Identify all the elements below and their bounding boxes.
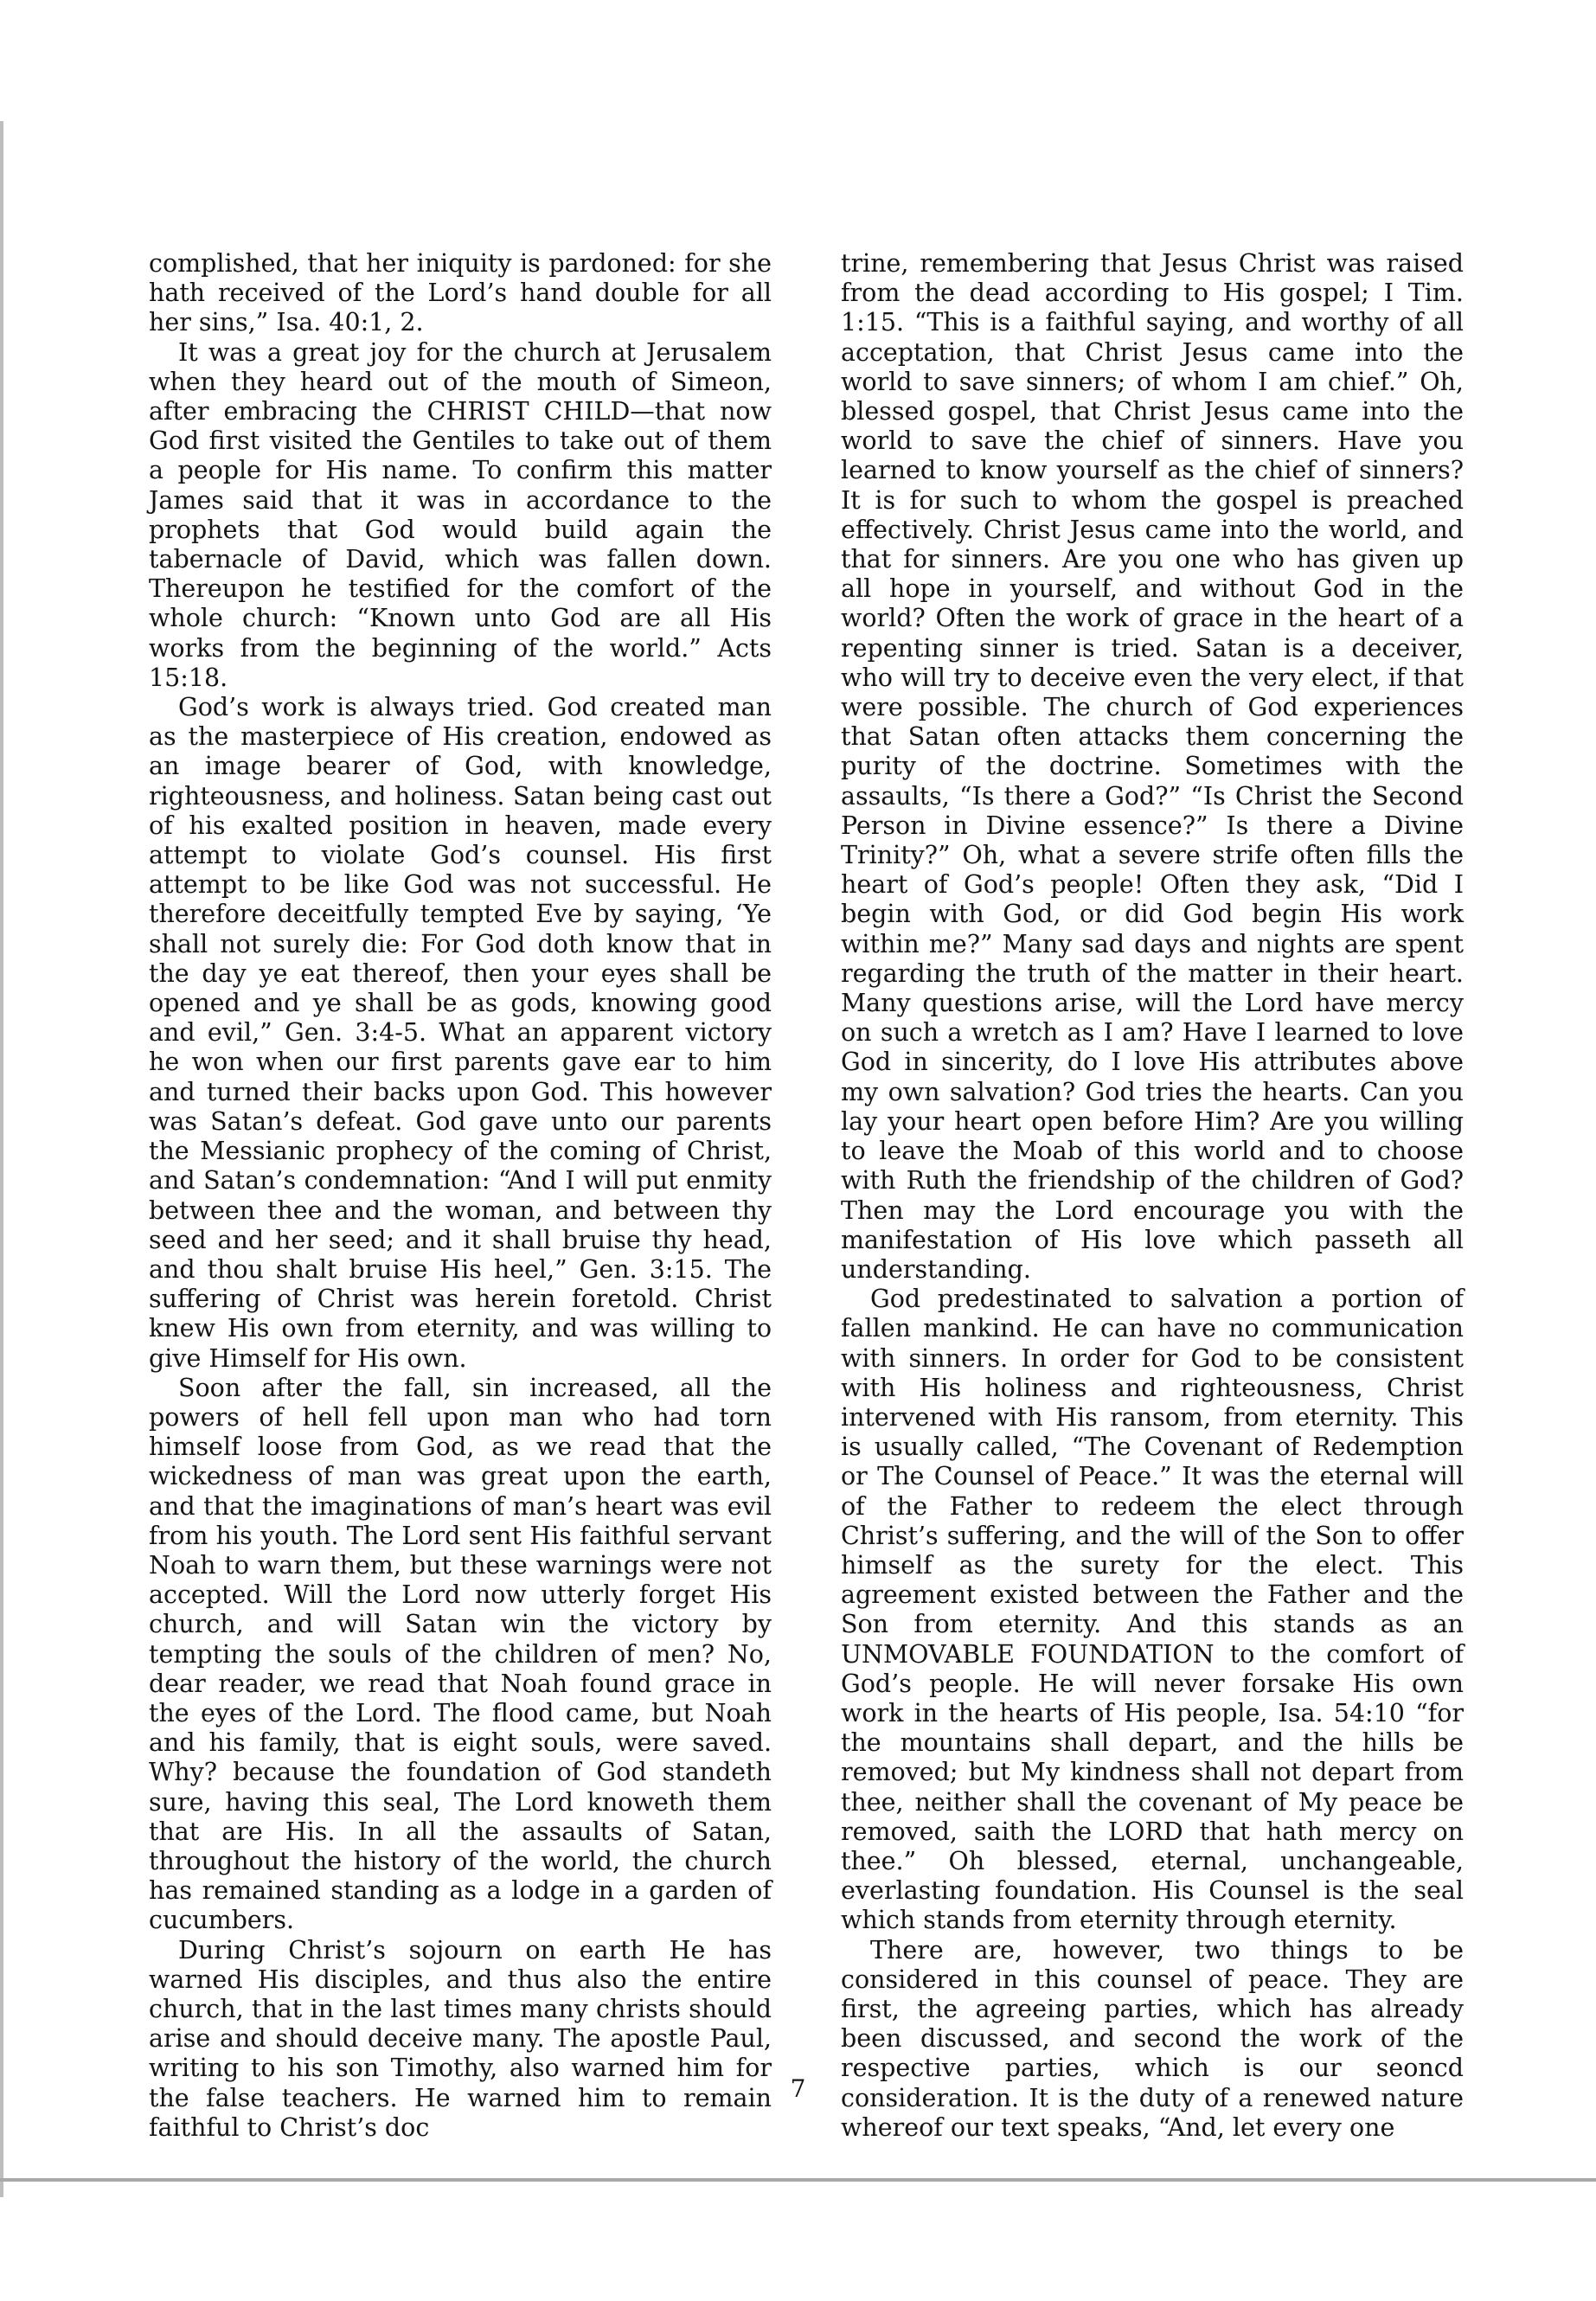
paragraph: There are, however, two things to be considered in this counsel of peace. They are first, the agreeing parties, which has already been discussed, and second the work of the respective parties, which is our seoncd consideration. It is the duty of a renewed nature whereof our text speaks, “And, let every one xyxy=(841,1935,1464,2142)
scan-edge-left xyxy=(0,121,3,2197)
right-column xyxy=(841,249,1464,2143)
paragraph: God’s work is always tried. God created man as the masterpiece of His creation, endowed as an image bearer of God, with knowledge, righteousness, and holiness. Satan being cast out of his exalted position in heaven, made every attempt to violate God’s counsel. His first attempt to be like God was not successful. He therefore deceitfully tempted Eve by saying, ‘Ye shall not surely die: For God doth know that in the day ye eat thereof, then your eyes shall be opened and ye shall be as gods, knowing good and evil,” Gen. 3:4-5. What an apparent victory he won when our first parents gave ear to him and turned their backs upon God. This however was Satan’s defeat. God gave unto our parents the Messianic prophecy of the coming of Christ, and Satan’s condemnation: “And I will put enmity between thee and the woman, and between thy seed and her seed; and it shall bruise thy head, and thou shalt bruise His heel,” Gen. 3:15. The suffering of Christ was herein foretold. Christ knew His own from eternity, and was willing to give Himself for His own. xyxy=(149,693,772,1373)
page-number: 7 xyxy=(790,2074,806,2103)
left-column xyxy=(149,249,772,2143)
paragraph: Soon after the fall, sin increased, all the powers of hell fell upon man who had torn himself loose from God, as we read that the wickedness of man was great upon the earth, and that the imaginations of man’s heart was evil from his youth. The Lord sent His faithful servant Noah to warn them, but these warnings were not accepted. Will the Lord now utterly forget His church, and will Satan win the victory by tempting the souls of the children of men? No, dear reader, we read that Noah found grace in the eyes of the Lord. The flood came, but Noah and his family, that is eight souls, were saved. Why? because the foundation of God standeth sure, having this seal, The Lord knoweth them that are His. In all the assaults of Satan, throughout the history of the world, the church has remained standing as a lodge in a garden of cucumbers. xyxy=(149,1373,772,1935)
paragraph: It was a great joy for the church at Jerusalem when they heard out of the mouth of Simeon, after embracing the CHRIST CHILD—that now God first visited the Gentiles to take out of them a people for His name. To confirm this matter James said that it was in accordance to the prophets that God would build again the tabernacle of David, which was fallen down. Thereupon he testified for the comfort of the whole church: “Known unto God are all His works from the beginning of the world.” Acts 15:18. xyxy=(149,337,772,692)
paragraph: During Christ’s sojourn on earth He has warned His disciples, and thus also the entire church, that in the last times many christs should arise and should deceive many. The apostle Paul, writing to his son Timothy, also warned him for the false teachers. He warned him to remain faithful to Christ’s doc xyxy=(149,1935,772,2142)
paragraph: God predestinated to salvation a portion of fallen mankind. He can have no communication with sinners. In order for God to be consistent with His holiness and righteousness, Christ intervened with His ransom, from eternity. This is usually called, “The Covenant of Redemption or The Counsel of Peace.” It was the eternal will of the Father to redeem the elect through Christ’s suffering, and the will of the Son to offer himself as the surety for the elect. This agreement existed between the Father and the Son from eternity. And this stands as an UNMOVABLE FOUNDATION to the comfort of God’s people. He will never forsake His own work in the hearts of His people, Isa. 54:10 “for the mountains shall depart, and the hills be removed; but My kindness shall not depart from thee, neither shall the covenant of My peace be removed, saith the LORD that hath mercy on thee.” Oh blessed, eternal, unchangeable, everlasting foundation. His Counsel is the seal which stands from eternity through eternity. xyxy=(841,1285,1464,1935)
paragraph: trine, remembering that Jesus Christ was raised from the dead according to His gospel; I Tim. 1:15. “This is a faithful saying, and worthy of all acceptation, that Christ Jesus came into the world to save sinners; of whom I am chief.” Oh, blessed gospel, that Christ Jesus came into the world to save the chief of sinners. Have you learned to know yourself as the chief of sinners? It is for such to whom the gospel is preached effectively. Christ Jesus came into the world, and that for sinners. Are you one who has given up all hope in yourself, and without God in the world? Often the work of grace in the heart of a repenting sinner is tried. Satan is a deceiver, who will try to deceive even the very elect, if that were possible. The church of God experiences that Satan often attacks them concerning the purity of the doctrine. Sometimes with the assaults, “Is there a God?” “Is Christ the Second Person in Divine essence?” Is there a Divine Trinity?” Oh, what a severe strife often fills the heart of God’s people! Often they ask, “Did I begin with God, or did God begin His work within me?” Many sad days and nights are spent regarding the truth of the matter in their heart. Many questions arise, will the Lord have mercy on such a wretch as I am? Have I learned to love God in sincerity, do I love His attributes above my own salvation? God tries the hearts. Can you lay your heart open before Him? Are you willing to leave the Moab of this world and to choose with Ruth the friendship of the children of God? Then may the Lord encourage you with the manifestation of His love which passeth all understanding. xyxy=(841,249,1464,1284)
paragraph: complished, that her iniquity is pardoned: for she hath received of the Lord’s hand double for all her sins,” Isa. 40:1, 2. xyxy=(149,249,772,337)
scan-edge-bottom xyxy=(0,2178,1596,2182)
